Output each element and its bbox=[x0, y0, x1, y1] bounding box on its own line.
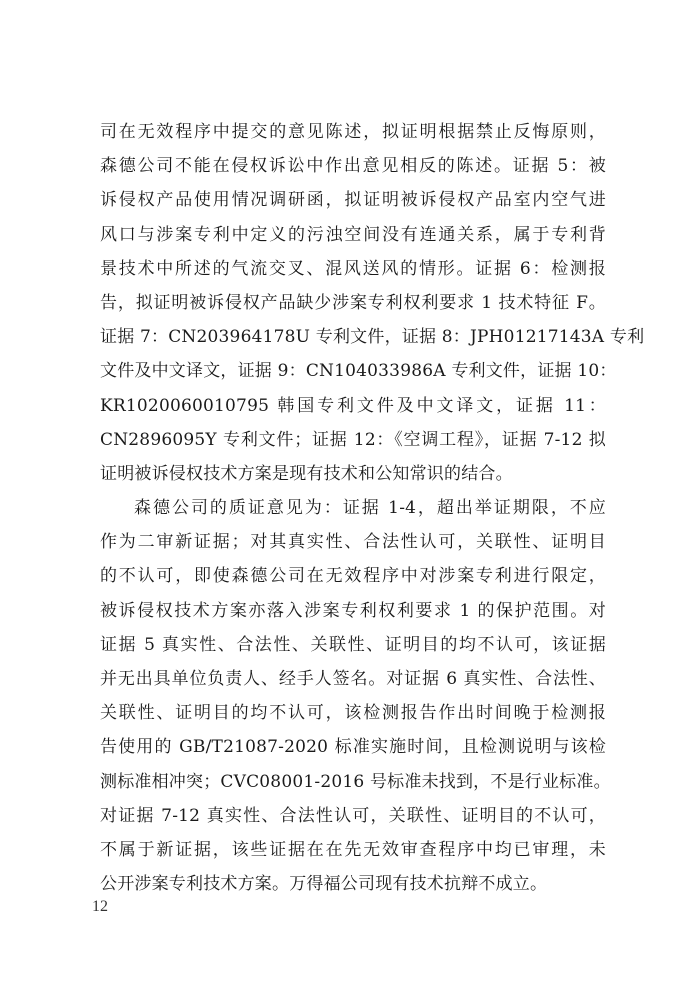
text-line: 作为二审新证据；对其真实性、合法性认可，关联性、证明目 bbox=[100, 532, 606, 553]
text-line: 风口与涉案专利中定义的污浊空间没有连通关系，属于专利背 bbox=[100, 224, 606, 245]
text-line: 对证据 7-12 真实性、合法性认可，关联性、证明目的不认可， bbox=[100, 805, 606, 826]
text-line: 诉侵权产品使用情况调研函，拟证明被诉侵权产品室内空气进 bbox=[100, 190, 606, 211]
text-line: KR1020060010795 韩国专利文件及中文译文，证据 11： bbox=[100, 395, 606, 416]
text-line: 不属于新证据，该些证据在在先无效审查程序中均已审理，未 bbox=[100, 839, 606, 860]
text-line: 的不认可，即使森德公司在无效程序中对涉案专利进行限定， bbox=[100, 566, 606, 587]
text-line: 告使用的 GB/T21087-2020 标准实施时间，且检测说明与该检 bbox=[100, 737, 606, 758]
text-line: 森德公司不能在侵权诉讼中作出意见相反的陈述。证据 5：被 bbox=[100, 156, 606, 177]
text-line: 证明被诉侵权技术方案是现有技术和公知常识的结合。 bbox=[100, 463, 513, 484]
text-line: CN2896095Y 专利文件；证据 12：《空调工程》，证据 7-12 拟 bbox=[100, 429, 606, 450]
text-line: 公开涉案专利技术方案。万得福公司现有技术抗辩不成立。 bbox=[100, 874, 548, 895]
text-line: 文件及中文译文，证据 9：CN104033986A 专利文件，证据 10： bbox=[100, 361, 617, 382]
text-line: 并无出具单位负责人、经手人签名。对证据 6 真实性、合法性、 bbox=[100, 669, 606, 689]
text-line: 告，拟证明被诉侵权产品缺少涉案专利权利要求 1 技术特征 F。 bbox=[100, 292, 606, 313]
body-text bbox=[100, 115, 645, 901]
text-line: 证据 5 真实性、合法性、关联性、证明目的均不认可，该证据 bbox=[100, 634, 606, 655]
page-number: 12 bbox=[92, 898, 108, 915]
text-line: 关联性、证明目的均不认可，该检测报告作出时间晚于检测报 bbox=[100, 703, 606, 724]
text-line: 景技术中所述的气流交叉、混风送风的情形。证据 6：检测报 bbox=[100, 258, 606, 279]
text-line: 测标准相冲突；CVC08001-2016 号标准未找到，不是行业标准。 bbox=[100, 771, 611, 792]
text-line: 证据 7：CN203964178U 专利文件，证据 8：JPH01217143A 专利 bbox=[100, 327, 645, 348]
text-line: 被诉侵权技术方案亦落入涉案专利权利要求 1 的保护范围。对 bbox=[100, 600, 606, 621]
text-line: 司在无效程序中提交的意见陈述，拟证明根据禁止反悔原则， bbox=[100, 122, 606, 142]
paragraph-start-line: 森德公司的质证意见为：证据 1-4，超出举证期限，不应 bbox=[134, 498, 606, 519]
